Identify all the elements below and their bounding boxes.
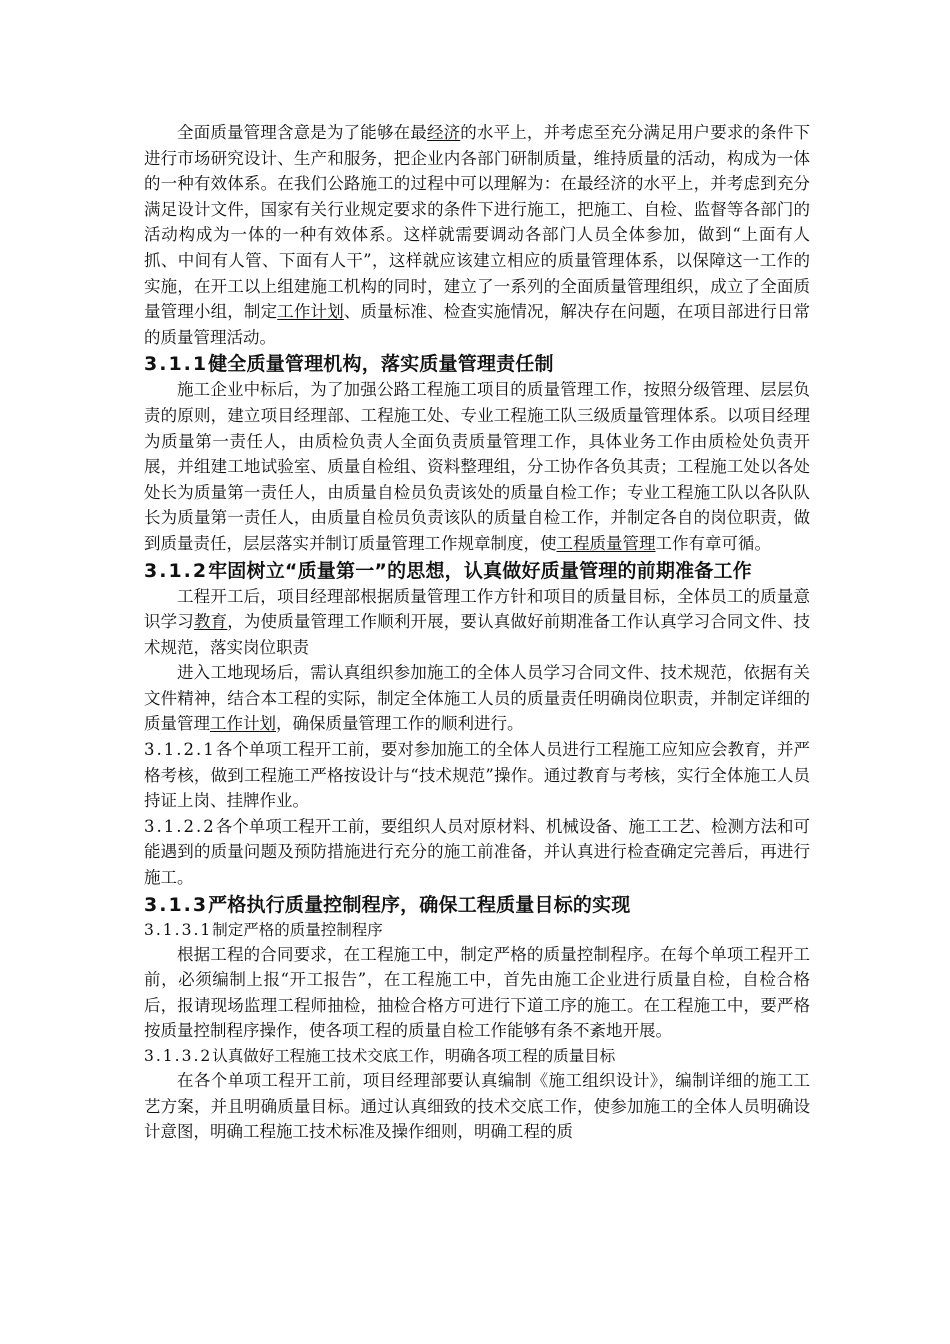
- section-title: 健全质量管理机构，落实质量管理责任制: [208, 353, 554, 376]
- paragraph-text: 工程开工后，项目经理部根据质量管理工作方针和项目的质量目标，全体员工的质量意识学习: [144, 586, 810, 632]
- paragraph-text-end: ，确保质量管理工作的顺利进行。: [276, 714, 524, 734]
- sub-heading-title: 认真做好工程施工技术交底工作，明确各项工程的质量目标: [212, 1047, 616, 1065]
- section-title: 严格执行质量控制程序，确保工程质量目标的实现: [208, 893, 631, 916]
- sub-heading-number: 3.1.3.1: [144, 920, 213, 939]
- item-3-1-2-2: [144, 814, 810, 891]
- section-number: 3.1.1: [144, 353, 209, 376]
- economy-link[interactable]: 经济: [426, 123, 461, 142]
- paragraph-text: 施工企业中标后，为了加强公路工程施工项目的质量管理工作，按照分级管理、层层负责的原则，建立项目经理部、工程施工处、专业工程施工队三级质量管理体系。以项目经理为质量第一责任人，由质检负责人全面负责质量管理工作，具体业务工作由质检处负责开展，并组建工地试验室、质量自检组、资料整理组，分工协作各负其责；工程施工处以各处处长为质量第一责任人，由质量自检员负责该处的质量自检工作；专业工程施工队以各队队长为质量第一责任人，由质量自检员负责该队的质量自检工作，并制定各自的岗位职责，做到质量责任，层层落实并制订质量管理工作规章制度，使: [144, 380, 810, 553]
- intro-text-1: 全面质量管理含意是为了能够在最: [177, 123, 427, 142]
- sub-heading-3-1-3-1: [144, 918, 810, 942]
- intro-paragraph: [144, 120, 810, 350]
- section-number: 3.1.3: [144, 893, 209, 916]
- education-link[interactable]: 教育: [193, 612, 228, 632]
- sub-heading-number: 3.1.3.2: [144, 1047, 213, 1065]
- work-plan-link-2[interactable]: 工作计划: [210, 714, 276, 734]
- section-3-1-1-paragraph: [144, 377, 810, 556]
- item-text: 各个单项工程开工前，要对参加施工的全体人员进行工程施工应知应会教育，并严格考核，做到工程施工严格按设计与“技术规范”操作。通过教育与考核，实行全体施工人员持证上岗、挂牌作业。: [144, 740, 810, 811]
- intro-text-2: 的水平上，并考虑至充分满足用户要求的条件下进行市场研究设计、生产和服务，把企业内各部门研制质量，维持质量的活动，构成为一体的一种有效体系。在我们公路施工的过程中可以理解为：在最经济的水平上，并考虑到充分满足设计文件，国家有关行业规定要求的条件下进行施工，把施工、自检、监督等各部门的活动构成为一体的一种有效体系。这样就需要调动各部门人员全体参加，做到“上面有人抓、中间有人管、下面有人干”，这样就应该建立相应的质量管理体系，以保障这一工作的实施，在开工以上组建施工机构的同时，建立了一系列的全面质量管理组织，成立了全面质量管理小组，制定: [144, 123, 811, 322]
- sub-heading-3-1-3-2: [144, 1044, 810, 1068]
- paragraph-text: 进入工地现场后，需认真组织参加施工的全体人员学习合同文件、技术规范，依据有关文件精神，结合本工程的实际，制定全体施工人员的质量责任明确岗位职责，并制定详细的质量管理: [144, 663, 810, 734]
- section-3-1-2-paragraph-1: [144, 584, 810, 661]
- sub-heading-title: 制定严格的质量控制程序: [212, 920, 383, 939]
- item-text: 各个单项工程开工前，要组织人员对原材料、机械设备、施工工艺、检测方法和可能遇到的质量问题及预防措施进行充分的施工前准备，并认真进行检查确定完善后，再进行施工。: [144, 816, 810, 888]
- section-title: 牢固树立“质量第一”的思想，认真做好质量管理的前期准备工作: [208, 559, 752, 582]
- item-3-1-2-1: [144, 737, 810, 814]
- item-number: 3.1.2.2: [144, 816, 216, 836]
- sub-3-1-3-1-paragraph: 根据工程的合同要求，在工程施工中，制定严格的质量控制程序。在每个单项工程开工前，必须编制上报“开工报告”，在工程施工中，首先由施工企业进行质量自检，自检合格后，报请现场监理工程师抽检，抽检合格方可进行下道工序的施工。在工程施工中，要严格按质量控制程序操作，使各项工程的质量自检工作能够有条不紊地开展。: [144, 944, 810, 1041]
- section-3-1-2-paragraph-2: [144, 660, 810, 737]
- paragraph-text-end: ，为使质量管理工作顺利开展，要认真做好前期准备工作认真学习合同文件、技术规范，落实岗位职责: [144, 612, 811, 657]
- document-page: [144, 120, 810, 1145]
- work-plan-link[interactable]: 工作计划: [277, 302, 344, 322]
- intro-text-3: 、质量标准、检查实施情况，解决存在问题，在项目部进行日常的质量管理活动。: [144, 302, 811, 347]
- sub-3-1-3-2-paragraph: 在各个单项工程开工前，项目经理部要认真编制《施工组织设计》，编制详细的施工工艺方案，并且明确质量目标。通过认真细致的技术交底工作，使参加施工的全体人员明确设计意图，明确工程施工技术标准及操作细则，明确工程的质: [144, 1071, 810, 1142]
- paragraph-text-end: 工作有章可循。: [655, 533, 771, 553]
- engineering-quality-management-link[interactable]: 工程质量管理: [556, 533, 656, 553]
- section-heading-3-1-3: [144, 893, 810, 918]
- section-heading-3-1-2: [144, 559, 810, 584]
- item-number: 3.1.2.1: [144, 740, 216, 760]
- section-heading-3-1-1: [144, 352, 810, 377]
- section-number: 3.1.2: [144, 559, 209, 582]
